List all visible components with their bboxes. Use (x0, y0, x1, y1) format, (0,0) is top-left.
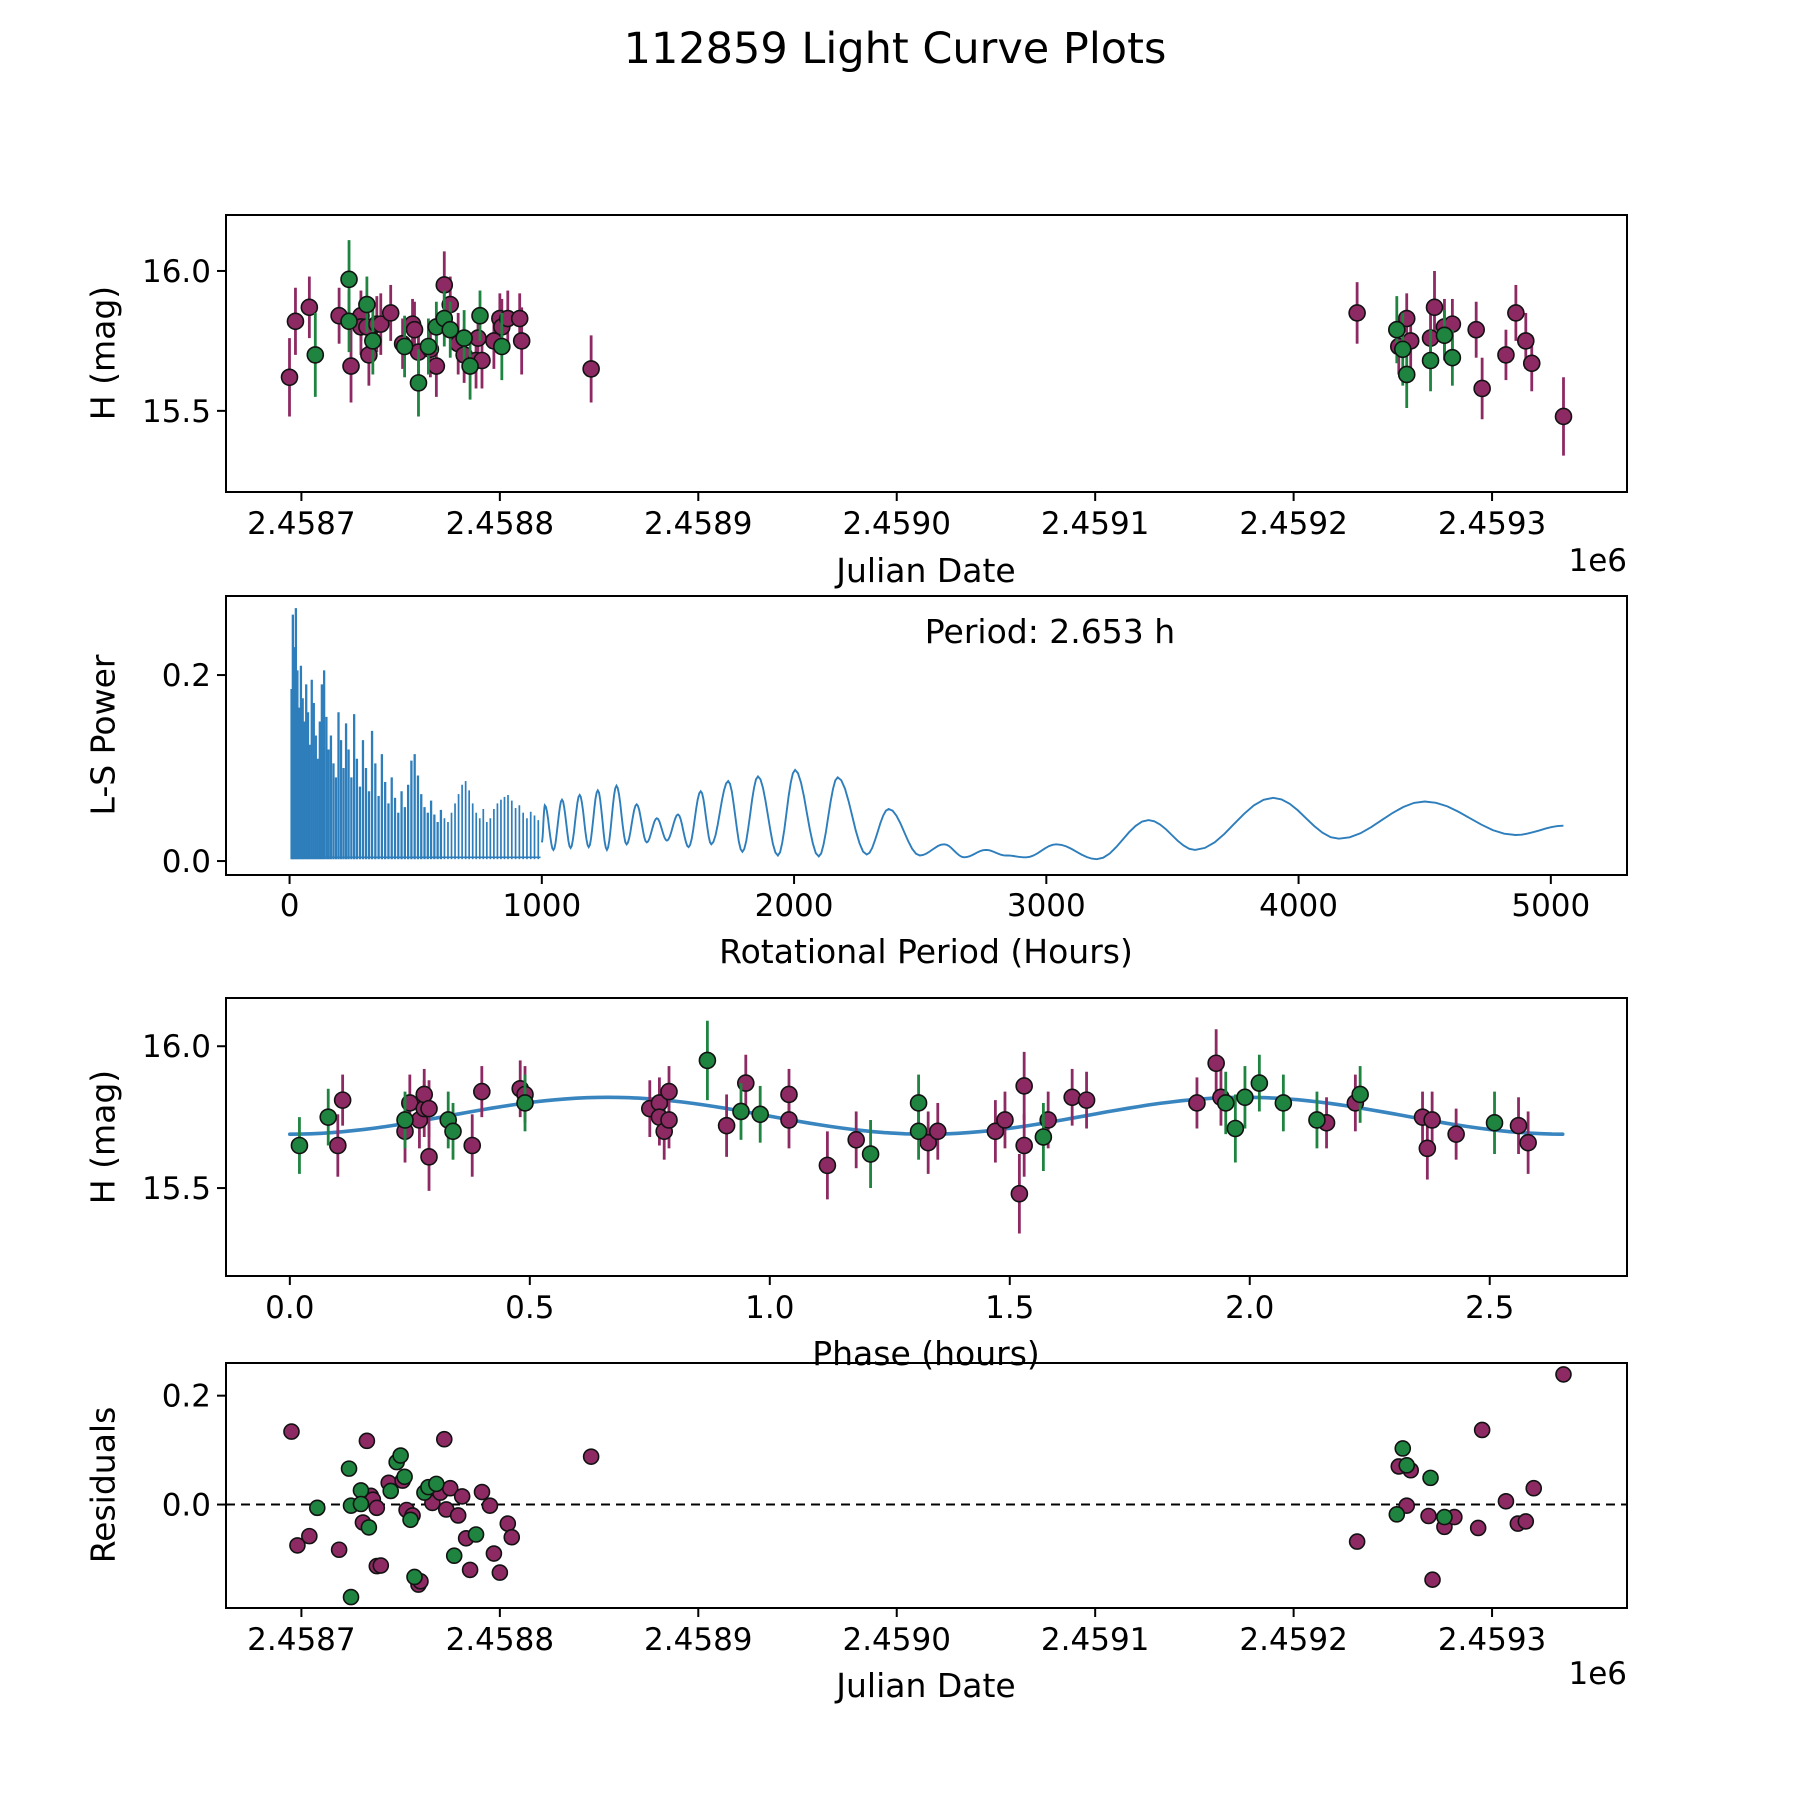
x-tick-label: 2.4590 (842, 506, 951, 542)
residual-point-green (1423, 1470, 1438, 1485)
data-point-green (397, 1112, 413, 1128)
data-point-green (472, 308, 488, 324)
residual-point-purple (1421, 1508, 1436, 1523)
residual-point-green (1437, 1510, 1452, 1525)
residual-point-green (447, 1548, 462, 1563)
residual-point-green (1395, 1441, 1410, 1456)
data-point-green (1251, 1075, 1267, 1091)
residual-point-purple (451, 1508, 466, 1523)
data-point-purple (1508, 305, 1524, 321)
data-point-purple (474, 1084, 490, 1100)
data-point-purple (781, 1086, 797, 1102)
data-point-purple (421, 1101, 437, 1117)
x-tick-label: 0.0 (265, 1290, 315, 1326)
data-point-green (1423, 352, 1439, 368)
data-point-green (359, 297, 375, 313)
residual-point-purple (332, 1542, 347, 1557)
residual-point-purple (486, 1546, 501, 1561)
period-annotation: Period: 2.653 h (924, 612, 1176, 651)
residual-point-purple (492, 1565, 507, 1580)
residual-point-purple (455, 1489, 470, 1504)
x-tick-label: 2.4593 (1437, 506, 1547, 542)
residual-point-green (397, 1469, 412, 1484)
x-tick-label: 2.4592 (1239, 506, 1348, 542)
subplot-3-phase-curve (142, 998, 1627, 1326)
data-point-purple (848, 1132, 864, 1148)
data-point-green (911, 1095, 927, 1111)
residual-point-purple (482, 1498, 497, 1513)
residual-point-green (403, 1512, 418, 1527)
subplot1-ylabel: H (mag) (83, 285, 123, 421)
data-point-green (494, 339, 510, 355)
data-point-purple (997, 1112, 1013, 1128)
x-tick-label: 2.4588 (445, 506, 555, 542)
data-point-green (420, 339, 436, 355)
data-point-green (1399, 366, 1415, 382)
residual-point-green (1389, 1507, 1404, 1522)
residual-point-purple (1475, 1422, 1490, 1437)
data-point-green (1237, 1089, 1253, 1105)
data-point-purple (428, 358, 444, 374)
subplot1-xlabel: Julian Date (836, 551, 1016, 590)
data-point-purple (330, 1138, 346, 1154)
residual-point-purple (1526, 1481, 1541, 1496)
x-tick-label: 5000 (1511, 888, 1591, 924)
x-tick-label: 2.4588 (445, 1622, 555, 1658)
data-point-purple (464, 1138, 480, 1154)
data-point-green (1035, 1129, 1051, 1145)
x-tick-label: 2.4590 (842, 1622, 951, 1658)
y-tick-label: 0.2 (161, 1378, 211, 1415)
residual-point-green (361, 1520, 376, 1535)
data-point-green (911, 1123, 927, 1139)
residual-point-purple (373, 1558, 388, 1573)
data-point-purple (1079, 1092, 1095, 1108)
data-point-green (1309, 1112, 1325, 1128)
x-tick-label: 0.5 (505, 1290, 555, 1326)
residual-point-purple (474, 1485, 489, 1500)
data-point-purple (819, 1157, 835, 1173)
data-point-green (517, 1095, 533, 1111)
residual-point-purple (1498, 1494, 1513, 1509)
data-point-green (291, 1138, 307, 1154)
subplot4-axis-offset: 1e6 (1568, 1656, 1627, 1692)
data-point-purple (661, 1084, 677, 1100)
data-point-green (1227, 1120, 1243, 1136)
data-point-purple (343, 358, 359, 374)
residual-point-green (383, 1483, 398, 1498)
subplot2-xlabel: Rotational Period (Hours) (719, 932, 1133, 971)
residual-point-purple (1425, 1572, 1440, 1587)
x-tick-label: 1000 (502, 888, 582, 924)
x-tick-label: 2.4592 (1239, 1622, 1348, 1658)
x-tick-label: 2.4591 (1040, 1622, 1150, 1658)
x-tick-label: 0 (279, 888, 300, 924)
subplot-2-periodogram (162, 596, 1627, 924)
x-tick-label: 1.0 (745, 1290, 795, 1326)
data-point-green (320, 1109, 336, 1125)
subplot3-ylabel: H (mag) (83, 1069, 123, 1205)
periodogram-curve (542, 770, 1564, 859)
data-point-purple (1520, 1135, 1536, 1151)
data-point-green (397, 339, 413, 355)
x-tick-label: 2.4593 (1437, 1622, 1547, 1658)
residual-point-purple (369, 1500, 384, 1515)
data-point-green (1275, 1095, 1291, 1111)
page-title: 112859 Light Curve Plots (623, 24, 1167, 74)
y-tick-label: 0.0 (161, 1487, 211, 1524)
data-point-green (863, 1146, 879, 1162)
x-tick-label: 2.4589 (644, 1622, 753, 1658)
data-point-purple (407, 322, 423, 338)
data-point-purple (1424, 1112, 1440, 1128)
data-point-green (1487, 1115, 1503, 1131)
data-point-green (365, 333, 381, 349)
residual-point-green (469, 1527, 484, 1542)
x-tick-label: 2.4587 (247, 506, 356, 542)
y-tick-label: 15.5 (141, 393, 211, 430)
residual-point-purple (1471, 1520, 1486, 1535)
data-point-green (752, 1106, 768, 1122)
data-point-purple (282, 369, 298, 385)
residual-point-green (310, 1500, 325, 1515)
data-point-green (410, 375, 426, 391)
residual-point-green (1399, 1458, 1414, 1473)
data-point-purple (1498, 347, 1514, 363)
residual-point-purple (463, 1562, 478, 1577)
data-point-purple (661, 1112, 677, 1128)
data-point-purple (1349, 305, 1365, 321)
data-point-purple (583, 361, 599, 377)
data-point-purple (383, 305, 399, 321)
subplot3-xlabel: Phase (hours) (812, 1334, 1040, 1373)
data-point-green (341, 271, 357, 287)
residual-point-green (407, 1569, 422, 1584)
data-point-purple (421, 1149, 437, 1165)
residual-point-green (393, 1448, 408, 1463)
data-point-purple (781, 1112, 797, 1128)
data-point-green (1395, 341, 1411, 357)
data-point-purple (1064, 1089, 1080, 1105)
data-point-purple (930, 1123, 946, 1139)
residual-point-purple (302, 1529, 317, 1544)
x-tick-label: 2.4587 (247, 1622, 356, 1658)
data-point-green (445, 1123, 461, 1139)
x-tick-label: 2000 (754, 888, 834, 924)
data-point-green (733, 1103, 749, 1119)
data-point-purple (1189, 1095, 1205, 1111)
data-point-purple (512, 311, 528, 327)
data-point-green (1389, 322, 1405, 338)
y-tick-label: 16.0 (141, 253, 211, 290)
data-point-purple (1427, 299, 1443, 315)
data-point-purple (1518, 333, 1534, 349)
data-point-purple (1555, 408, 1571, 424)
data-point-green (1352, 1086, 1368, 1102)
data-point-purple (1208, 1055, 1224, 1071)
residual-point-purple (359, 1433, 374, 1448)
subplot4-ylabel: Residuals (83, 1406, 123, 1564)
residual-point-purple (1350, 1534, 1365, 1549)
data-point-green (1436, 327, 1452, 343)
data-point-purple (719, 1118, 735, 1134)
data-point-green (307, 347, 323, 363)
data-point-green (1444, 350, 1460, 366)
subplot-4-residuals (162, 1363, 1627, 1658)
x-tick-label: 4000 (1259, 888, 1339, 924)
data-point-purple (514, 333, 530, 349)
y-tick-label: 0.0 (161, 844, 211, 881)
x-tick-label: 1.5 (985, 1290, 1035, 1326)
data-point-purple (1524, 355, 1540, 371)
x-tick-label: 2.0 (1225, 1290, 1275, 1326)
y-tick-label: 15.5 (141, 1171, 211, 1208)
subplot2-ylabel: L-S Power (83, 654, 123, 816)
data-point-green (1218, 1095, 1234, 1111)
x-tick-label: 2.4591 (1040, 506, 1150, 542)
residual-point-purple (284, 1424, 299, 1439)
subplot1-axis-offset: 1e6 (1568, 543, 1627, 579)
residual-point-purple (584, 1449, 599, 1464)
x-tick-label: 2.5 (1465, 1290, 1515, 1326)
residual-point-purple (500, 1516, 515, 1531)
residual-point-green (342, 1461, 357, 1476)
residual-point-purple (504, 1530, 519, 1545)
data-point-purple (1016, 1138, 1032, 1154)
data-point-purple (1419, 1140, 1435, 1156)
data-point-purple (1468, 322, 1484, 338)
residual-point-green (344, 1590, 359, 1605)
data-point-purple (1511, 1118, 1527, 1134)
data-point-purple (1011, 1186, 1027, 1202)
data-point-purple (335, 1092, 351, 1108)
data-point-green (341, 313, 357, 329)
subplot-1-lightcurve (142, 215, 1627, 542)
residual-point-purple (437, 1432, 452, 1447)
residual-point-green (353, 1483, 368, 1498)
data-point-green (462, 358, 478, 374)
data-point-purple (1448, 1126, 1464, 1142)
data-point-green (699, 1052, 715, 1068)
y-tick-label: 16.0 (141, 1029, 211, 1066)
data-point-purple (287, 313, 303, 329)
residual-point-green (353, 1497, 368, 1512)
residual-point-purple (1518, 1514, 1533, 1529)
subplot4-xlabel: Julian Date (836, 1666, 1016, 1705)
x-tick-label: 3000 (1006, 888, 1086, 924)
data-point-purple (1016, 1078, 1032, 1094)
data-point-purple (1474, 380, 1490, 396)
residual-point-purple (1556, 1367, 1571, 1382)
data-point-green (456, 330, 472, 346)
residual-point-green (429, 1476, 444, 1491)
y-tick-label: 0.2 (161, 658, 211, 695)
x-tick-label: 2.4589 (644, 506, 753, 542)
